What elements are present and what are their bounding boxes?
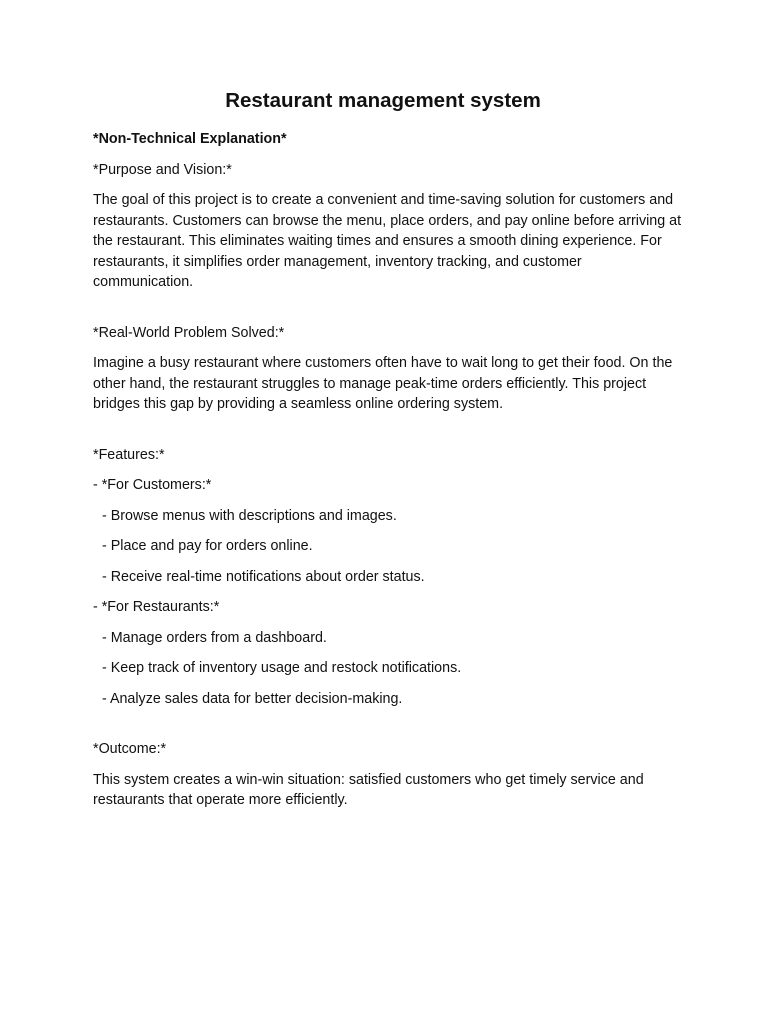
customer-feature-item: - Place and pay for orders online. (102, 538, 313, 554)
document-body (93, 86, 683, 821)
restaurants-heading: - *For Restaurants:* (93, 599, 220, 615)
document-title: Restaurant management system (225, 89, 541, 112)
restaurant-feature-item: - Manage orders from a dashboard. (102, 629, 327, 646)
features-heading: *Features:* (93, 446, 165, 463)
purpose-heading: *Purpose and Vision:* (93, 161, 232, 178)
restaurant-feature-item: - Analyze sales data for better decision-making. (102, 690, 403, 707)
section-heading: *Non-Technical Explanation* (93, 131, 287, 147)
purpose-paragraph: The goal of this project is to create a convenient and time-saving solution for customers and restaurants. Customers can browse the menu, place orders, and pay online before arriving at the restaurant. This eliminates waiting times and ensures a smooth dining experience. For restaurants, it simplifies order management, inventory tracking, and customer communication. (93, 192, 682, 290)
outcome-paragraph: This system creates a win-win situation: satisfied customers who get timely service and restaurants that operate more efficiently. (93, 771, 644, 808)
customer-feature-item: - Receive real-time notifications about order status. (102, 568, 425, 585)
problem-paragraph: Imagine a busy restaurant where customers often have to wait long to get their food. On the other hand, the restaurant struggles to manage peak-time orders efficiently. This project bridges this gap by providing a seamless online ordering system. (93, 355, 673, 412)
customer-feature-item: - Browse menus with descriptions and images. (102, 507, 397, 524)
problem-heading: *Real-World Problem Solved:* (93, 324, 285, 341)
customers-heading: - *For Customers:* (93, 477, 212, 493)
outcome-heading: *Outcome:* (93, 741, 167, 757)
restaurant-feature-item: - Keep track of inventory usage and restock notifications. (102, 660, 462, 676)
